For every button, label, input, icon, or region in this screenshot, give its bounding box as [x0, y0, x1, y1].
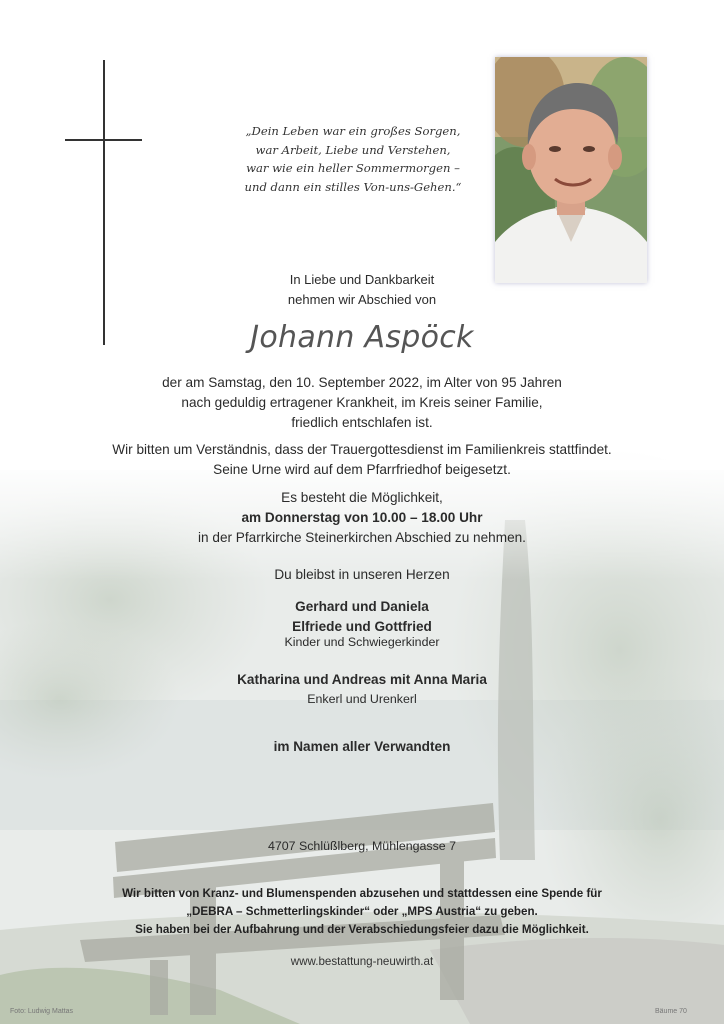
death-notice-line: nach geduldig ertragener Krankheit, im Kreis seiner Familie,	[181, 395, 543, 410]
poem-line: war Arbeit, Liebe und Verstehen,	[255, 142, 451, 157]
family-address: 4707 Schlüßlberg, Mühlengasse 7	[267, 839, 457, 853]
viewing-time: am Donnerstag von 10.00 – 18.00 Uhr	[241, 510, 483, 525]
intro-text	[0, 270, 724, 309]
donation-line: Sie haben bei der Aufbahrung und der Verabschiedungsfeier dazu die Möglichkeit.	[135, 923, 589, 936]
portrait-photo	[495, 57, 647, 283]
poem-line: „Dein Leben war ein großes Sorgen,	[245, 124, 461, 138]
family-group-2-relation: Enkerl und Urenkerl	[307, 692, 417, 706]
cross-horizontal-bar	[65, 139, 142, 141]
funeral-notice-line: Seine Urne wird auf dem Pfarrfriedhof beigesetzt.	[213, 462, 511, 477]
donation-note	[0, 885, 724, 939]
all-relatives: im Namen aller Verwandten	[273, 739, 451, 754]
funeral-notice	[0, 440, 724, 480]
family-name: Gerhard und Daniela	[295, 599, 429, 614]
funeral-home-website[interactable]: www.bestattung-neuwirth.at	[290, 955, 434, 968]
death-notice	[0, 373, 724, 433]
viewing-line-3: in der Pfarrkirche Steinerkirchen Abschied zu nehmen.	[198, 530, 526, 545]
viewing-notice	[0, 488, 724, 548]
template-code: Bäume 70	[655, 1008, 687, 1015]
family-group-1-names	[0, 597, 724, 636]
viewing-line-1: Es besteht die Möglichkeit,	[281, 490, 443, 505]
photo-credit: Foto: Ludwig Mattas	[10, 1008, 74, 1015]
funeral-notice-line: Wir bitten um Verständnis, dass der Trauergottesdienst im Familienkreis stattfindet.	[112, 442, 612, 457]
donation-line: „DEBRA – Schmetterlingskinder“ oder „MPS Austria“ zu geben.	[186, 905, 538, 918]
portrait-illustration	[495, 57, 647, 283]
deceased-name: Johann Aspöck	[250, 320, 474, 355]
poem-line: und dann ein stilles Von-uns-Gehen.“	[244, 179, 462, 194]
donation-line: Wir bitten von Kranz- und Blumenspenden abzusehen und stattdessen eine Spende für	[122, 887, 602, 900]
poem-line: war wie ein heller Sommermorgen –	[246, 161, 460, 175]
memorial-poem	[200, 122, 506, 196]
farewell-line: Du bleibst in unseren Herzen	[274, 567, 450, 582]
family-group-2-names: Katharina und Andreas mit Anna Maria	[237, 672, 487, 687]
intro-line: In Liebe und Dankbarkeit	[289, 272, 435, 287]
death-notice-line: friedlich entschlafen ist.	[291, 415, 433, 430]
death-notice-line: der am Samstag, den 10. September 2022, im Alter von 95 Jahren	[162, 375, 562, 390]
intro-line: nehmen wir Abschied von	[287, 291, 437, 307]
family-name: Elfriede und Gottfried	[292, 618, 432, 634]
family-group-1-relation: Kinder und Schwiegerkinder	[284, 635, 440, 649]
